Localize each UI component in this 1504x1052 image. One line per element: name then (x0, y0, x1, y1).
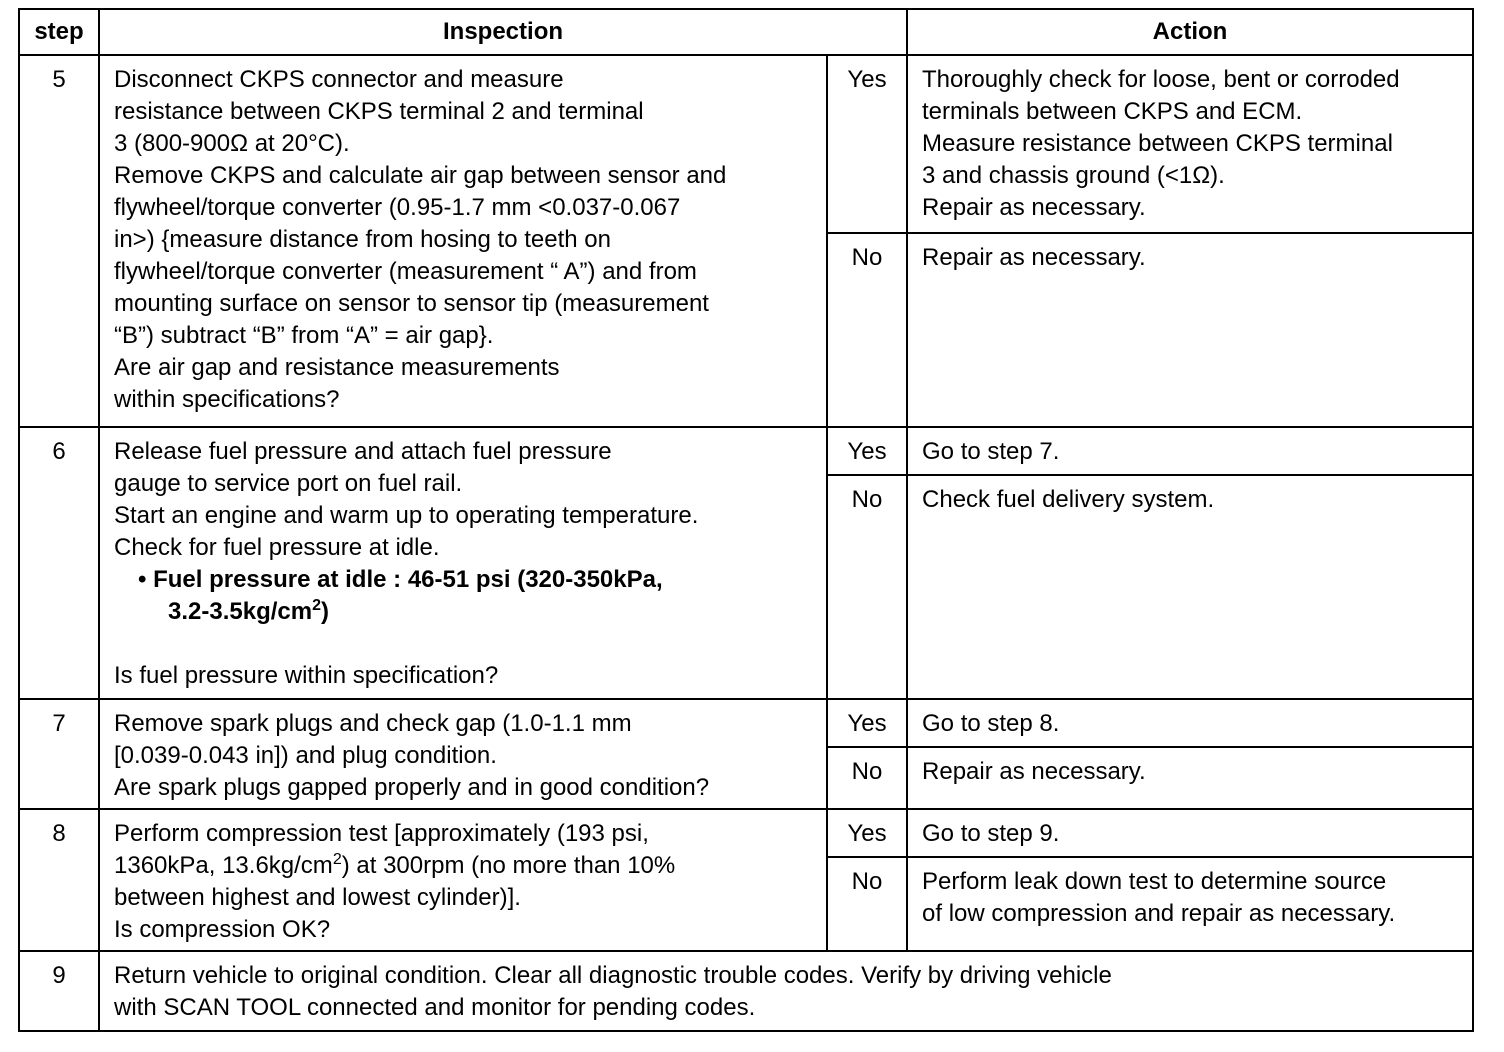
final-step-text (99, 951, 1473, 1031)
step-number: 9 (19, 951, 99, 1031)
inspection-line: 3 (800-900Ω at 20°C). (114, 130, 350, 157)
inspection-line: gauge to service port on fuel rail. (114, 470, 463, 497)
inspection-line: flywheel/torque converter (measurement “ A”) and from (114, 258, 697, 285)
header-step: step (19, 9, 99, 55)
yes-label: Yes (827, 427, 907, 475)
action-line: Perform leak down test to determine source (922, 868, 1387, 895)
no-action (907, 857, 1473, 951)
inspection-line: Disconnect CKPS connector and measure (114, 66, 564, 93)
inspection-line: Perform compression test [approximately (193 psi, (114, 820, 649, 847)
inspection-line: between highest and lowest cylinder)]. (114, 884, 521, 911)
action-line: of low compression and repair as necessary. (922, 900, 1396, 927)
header-action: Action (907, 9, 1473, 55)
inspection-question: Is fuel pressure within specification? (114, 662, 499, 689)
inspection-text-part: 1360kPa, 13.6kg/cm (114, 852, 333, 879)
inspection-line: flywheel/torque converter (0.95-1.7 mm <0.037-0.067 (114, 194, 681, 221)
step-row-6 (19, 427, 1473, 475)
final-line: with SCAN TOOL connected and monitor for pending codes. (114, 994, 756, 1021)
no-label: No (827, 857, 907, 951)
inspection-line: resistance between CKPS terminal 2 and terminal (114, 98, 644, 125)
spec-bullet-cont (114, 596, 816, 628)
no-action (907, 475, 1473, 699)
diagnostic-table (18, 8, 1474, 1032)
inspection-text (99, 809, 827, 951)
action-line: Thoroughly check for loose, bent or corroded (922, 66, 1400, 93)
no-label: No (827, 475, 907, 699)
action-line: Check fuel delivery system. (922, 486, 1215, 513)
action-line: Repair as necessary. (922, 194, 1146, 221)
action-line: Repair as necessary. (922, 758, 1146, 785)
inspection-line: Remove spark plugs and check gap (1.0-1.1 mm (114, 710, 632, 737)
yes-action (907, 55, 1473, 233)
inspection-text (99, 427, 827, 699)
action-line: Repair as necessary. (922, 244, 1146, 271)
inspection-line: Is compression OK? (114, 916, 331, 943)
inspection-line: Remove CKPS and calculate air gap between sensor and (114, 162, 727, 189)
no-label: No (827, 233, 907, 427)
inspection-line: Are air gap and resistance measurements (114, 354, 560, 381)
final-line: Return vehicle to original condition. Clear all diagnostic trouble codes. Verify by driving vehicle (114, 962, 1112, 989)
step-number: 5 (19, 55, 99, 427)
spec-text: 3.2-3.5kg/cm (168, 598, 313, 625)
step-number: 6 (19, 427, 99, 699)
spec-bullet: • Fuel pressure at idle : 46-51 psi (320-350kPa, (138, 566, 663, 593)
yes-label: Yes (827, 809, 907, 857)
spacer (114, 628, 816, 660)
inspection-line: Start an engine and warm up to operating temperature. (114, 502, 699, 529)
action-line: Measure resistance between CKPS terminal (922, 130, 1393, 157)
inspection-line: Are spark plugs gapped properly and in good condition? (114, 774, 710, 801)
superscript: 2 (332, 851, 342, 868)
inspection-line: in>) {measure distance from hosing to teeth on (114, 226, 611, 253)
action-line: Go to step 7. (922, 438, 1060, 465)
step-number: 7 (19, 699, 99, 809)
action-line: Go to step 8. (922, 710, 1060, 737)
action-line: 3 and chassis ground (<1Ω). (922, 162, 1225, 189)
no-action (907, 747, 1473, 809)
inspection-line: Release fuel pressure and attach fuel pressure (114, 438, 612, 465)
action-line: terminals between CKPS and ECM. (922, 98, 1303, 125)
yes-label: Yes (827, 699, 907, 747)
inspection-line: [0.039-0.043 in]) and plug condition. (114, 742, 497, 769)
yes-action (907, 699, 1473, 747)
step-number: 8 (19, 809, 99, 951)
header-row (19, 9, 1473, 55)
action-line: Go to step 9. (922, 820, 1060, 847)
superscript: 2 (312, 597, 321, 614)
inspection-line: mounting surface on sensor to sensor tip (measurement (114, 290, 709, 317)
spec-text: ) (321, 598, 329, 625)
no-label: No (827, 747, 907, 809)
step-row-5 (19, 55, 1473, 233)
inspection-line: Check for fuel pressure at idle. (114, 534, 440, 561)
step-row-7 (19, 699, 1473, 747)
inspection-text (99, 55, 827, 427)
yes-label: Yes (827, 55, 907, 233)
no-action (907, 233, 1473, 427)
yes-action (907, 427, 1473, 475)
step-row-9 (19, 951, 1473, 1031)
inspection-line: “B”) subtract “B” from “A” = air gap}. (114, 322, 494, 349)
inspection-line (114, 850, 816, 882)
inspection-text (99, 699, 827, 809)
step-row-8 (19, 809, 1473, 857)
header-inspection: Inspection (99, 9, 907, 55)
inspection-text-part: ) at 300rpm (no more than 10% (341, 852, 676, 879)
inspection-line: within specifications? (114, 386, 340, 413)
yes-action (907, 809, 1473, 857)
